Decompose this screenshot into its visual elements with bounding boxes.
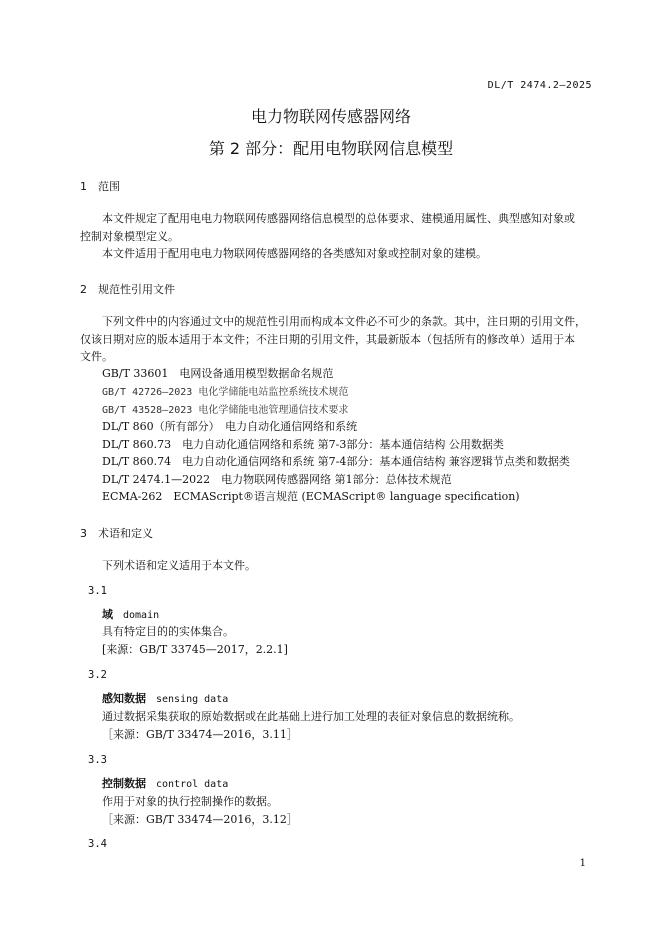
section-number: 1 (80, 180, 87, 193)
section-title: 规范性引用文件 (98, 283, 175, 296)
term-definition: 具有特定目的的实体集合。 (102, 625, 234, 638)
clause-number: 3.2 (88, 669, 107, 681)
reference-item: DL/T 860.73 电力自动化通信网络和系统 第7-3部分：基本通信结构 公用数据类 (102, 438, 504, 451)
reference-item: GB/T 33601 电网设备通用模型数据命名规范 (102, 367, 334, 380)
section-title: 术语和定义 (98, 527, 153, 540)
term-source: [来源：GB/T 33745—2017，2.2.1] (102, 643, 288, 656)
term-en: domain (123, 610, 160, 621)
paragraph: 本文件适用于配用电电力物联网传感器网络的各类感知对象或控制对象的建模。 (102, 247, 487, 260)
document-subtitle: 第 2 部分：配用电物联网信息模型 (208, 139, 454, 158)
clause-number: 3.4 (88, 838, 107, 850)
term-source: ［来源：GB/T 33474—2016，3.12］ (102, 813, 298, 826)
section-heading-1 (80, 178, 120, 194)
term-en: sensing data (156, 694, 229, 705)
reference-item: DL/T 860（所有部分） 电力自动化通信网络和系统 (102, 420, 358, 433)
page-number: 1 (579, 858, 586, 869)
term-en: control data (156, 779, 229, 790)
reference-item: ECMA-262 ECMAScript®语言规范 (ECMAScript® language specification) (102, 490, 520, 503)
term-heading (102, 606, 159, 622)
paragraph-cont: 仅该日期对应的版本适用于本文件；不注日期的引用文件，其最新版本（包括所有的修改单）适用于本 (80, 333, 575, 346)
document-title: 电力物联网传感器网络 (250, 107, 411, 126)
term-definition: 作用于对象的执行控制操作的数据。 (102, 795, 278, 808)
reference-item: GB/T 43528—2023 电化学储能电池管理通信技术要求 (102, 405, 349, 416)
reference-item: DL/T 2474.1—2022 电力物联网传感器网络 第1部分：总体技术规范 (102, 473, 452, 486)
clause-number: 3.3 (88, 754, 107, 766)
paragraph-cont: 控制对象模型定义。 (80, 230, 179, 243)
term-cn: 控制数据 (102, 777, 146, 790)
section-title: 范围 (98, 180, 120, 193)
term-cn: 域 (102, 608, 113, 621)
reference-item: GB/T 42726—2023 电化学储能电站监控系统技术规范 (102, 387, 349, 398)
section-number: 3 (80, 527, 87, 540)
section-heading-2 (80, 281, 175, 297)
reference-item: DL/T 860.74 电力自动化通信网络和系统 第7-4部分：基本通信结构 兼容逻辑节点类和数据类 (102, 455, 570, 468)
paragraph-cont: 文件。 (80, 350, 113, 363)
section-heading-3 (80, 525, 153, 541)
term-definition: 通过数据采集获取的原始数据或在此基础上进行加工处理的表征对象信息的数据统称。 (102, 710, 520, 723)
paragraph: 本文件规定了配用电电力物联网传感器网络信息模型的总体要求、建模通用属性、典型感知对象或 (102, 212, 575, 225)
section-number: 2 (80, 283, 87, 296)
term-cn: 感知数据 (102, 692, 146, 705)
paragraph: 下列术语和定义适用于本文件。 (102, 559, 256, 572)
term-heading (102, 775, 228, 791)
term-source: ［来源：GB/T 33474—2016，3.11］ (102, 728, 298, 741)
term-heading (102, 690, 228, 706)
paragraph: 下列文件中的内容通过文中的规范性引用而构成本文件必不可少的条款。其中，注日期的引用文件， (102, 315, 586, 328)
standard-number: DL/T 2474.2—2025 (487, 80, 592, 91)
clause-number: 3.1 (88, 585, 107, 597)
